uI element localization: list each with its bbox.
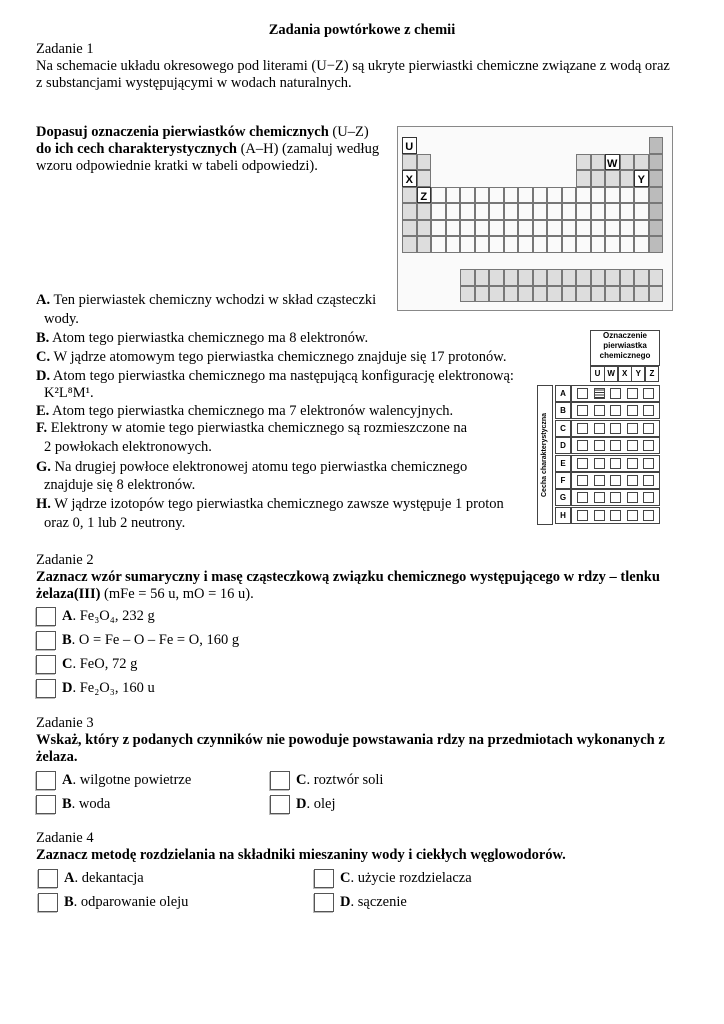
element-cell (475, 269, 490, 286)
element-cell (605, 203, 620, 220)
answer-checkbox-e-u[interactable] (577, 458, 588, 469)
element-cell (489, 220, 504, 237)
element-cell (402, 187, 417, 204)
element-cell (460, 236, 475, 253)
item-letter: C. (36, 349, 51, 365)
option-text: . woda (71, 796, 111, 812)
item-letter: D. (36, 368, 51, 384)
task1-instruction-line2 (36, 140, 379, 158)
answer-row-h: H (555, 507, 571, 524)
option-letter: C (340, 870, 351, 886)
task3-option-a[interactable] (36, 770, 191, 790)
task1-heading: Zadanie 1 (36, 41, 94, 57)
answer-side-label: Cecha charakterystyczna (537, 385, 553, 525)
element-cell (620, 236, 635, 253)
element-cell (591, 203, 606, 220)
answer-row-g: G (555, 489, 571, 506)
task4-option-b[interactable] (38, 892, 188, 912)
answer-checkbox-e-z[interactable] (643, 458, 654, 469)
item-text: W jądrze atomowym tego pierwiastka chemicznego znajduje się 17 protonów. (50, 349, 507, 365)
checkbox[interactable] (36, 679, 56, 698)
item-letter: B. (36, 330, 50, 346)
element-cell (504, 187, 519, 204)
element-cell (417, 170, 432, 187)
task4-heading: Zadanie 4 (36, 830, 94, 846)
answer-checkbox-f-w[interactable] (594, 475, 605, 486)
task3-option-c[interactable] (270, 770, 383, 790)
task1-instruction-line3: wzoru odpowiednie kratki w tabeli odpowiedzi). (36, 158, 318, 174)
answer-row-b: B (555, 402, 571, 419)
page-title: Zadania powtórkowe z chemii (268, 22, 456, 38)
checkbox[interactable] (36, 771, 56, 790)
task2-question-line2 (36, 585, 254, 603)
element-cell (460, 187, 475, 204)
answer-column-z: Z (644, 366, 659, 382)
answer-checkbox-g-w[interactable] (594, 492, 605, 503)
element-cell (562, 286, 577, 303)
option-text: . O = Fe – O – Fe = O, 160 g (71, 632, 240, 648)
element-cell (649, 203, 664, 220)
element-cell (591, 236, 606, 253)
answer-checkbox-g-x[interactable] (610, 492, 621, 503)
q-bold: żelaza(III) (36, 586, 101, 602)
element-cell (460, 269, 475, 286)
item-text: Atom tego pierwiastka chemicznego ma 7 elektronów walencyjnych. (49, 403, 454, 419)
option-text: . Fe₃O₄, 232 g (72, 608, 155, 624)
task4-question: Zaznacz metodę rozdzielania na składniki mieszaniny wody i ciekłych węglowodorów. (36, 847, 566, 863)
element-cell (547, 286, 562, 303)
item-f-cont: 2 powłokach elektronowych. (44, 439, 212, 455)
element-cell (620, 220, 635, 237)
answer-checkbox-a-y[interactable] (627, 388, 638, 399)
answer-checkbox-c-y[interactable] (627, 423, 638, 434)
element-cell (518, 203, 533, 220)
answer-row-d: D (555, 437, 571, 454)
element-cell (620, 203, 635, 220)
element-cell (576, 286, 591, 303)
task4-option-d[interactable] (314, 892, 407, 912)
option-text: . użycie rozdzielacza (350, 870, 472, 886)
element-cell (402, 236, 417, 253)
checkbox[interactable] (36, 631, 56, 650)
answer-checkbox-g-z[interactable] (643, 492, 654, 503)
element-cell (460, 220, 475, 237)
answer-column-x: X (617, 366, 632, 382)
answer-checkbox-a-w[interactable] (594, 388, 605, 399)
element-cell (634, 187, 649, 204)
task2-option-b[interactable] (36, 630, 239, 650)
checkbox[interactable] (38, 893, 58, 912)
task3-option-b[interactable] (36, 794, 110, 814)
hidden-element-y: Y (634, 170, 649, 187)
element-cell (605, 170, 620, 187)
element-cell (417, 154, 432, 171)
element-cell (576, 187, 591, 204)
option-text: . odparowanie oleju (73, 894, 189, 910)
element-cell (620, 286, 635, 303)
task1-intro-line1: Na schemacie układu okresowego pod literami (U−Z) są ukryte pierwiastki chemiczne związane z wodą oraz (36, 58, 670, 74)
element-cell (591, 269, 606, 286)
answer-checkbox-c-z[interactable] (643, 423, 654, 434)
answer-checkbox-b-u[interactable] (577, 405, 588, 416)
element-cell (489, 286, 504, 303)
instruction-bold-2: do ich cech charakterystycznych (36, 141, 237, 157)
element-cell (431, 220, 446, 237)
checkbox[interactable] (36, 607, 56, 626)
item-a (36, 291, 376, 309)
item-text: Ten pierwiastek chemiczny wchodzi w skład cząsteczki (50, 292, 377, 308)
element-cell (620, 170, 635, 187)
element-cell (562, 220, 577, 237)
answer-checkbox-g-y[interactable] (627, 492, 638, 503)
element-cell (605, 286, 620, 303)
answer-row-f: F (555, 472, 571, 489)
answer-checkbox-a-x[interactable] (610, 388, 621, 399)
element-cell (402, 220, 417, 237)
task2-question-line1: Zaznacz wzór sumaryczny i masę cząsteczkową związku chemicznego występującego w rdzy – tlenku (36, 569, 660, 585)
element-cell (504, 269, 519, 286)
hidden-element-z: Z (417, 187, 432, 204)
element-cell (649, 154, 664, 171)
instruction-bold-1: Dopasuj oznaczenia pierwiastków chemicznych (36, 124, 329, 140)
element-cell (518, 236, 533, 253)
item-g (36, 458, 467, 476)
answer-checkbox-h-z[interactable] (643, 510, 654, 521)
element-cell (605, 220, 620, 237)
option-letter: C (296, 772, 307, 788)
option-text: . olej (306, 796, 336, 812)
element-cell (576, 236, 591, 253)
option-letter: D (296, 796, 307, 812)
element-cell (446, 203, 461, 220)
item-letter: G. (36, 459, 51, 475)
element-cell (518, 187, 533, 204)
element-cell (562, 236, 577, 253)
element-cell (417, 236, 432, 253)
answer-checkbox-a-u[interactable] (577, 388, 588, 399)
element-cell (634, 220, 649, 237)
option-letter: A (64, 870, 75, 886)
element-cell (533, 236, 548, 253)
answer-checkbox-h-u[interactable] (577, 510, 588, 521)
item-text: W jądrze izotopów tego pierwiastka chemicznego zawsze występuje 1 proton (50, 496, 504, 512)
element-cell (431, 187, 446, 204)
element-cell (533, 269, 548, 286)
element-cell (533, 187, 548, 204)
option-text: . roztwór soli (306, 772, 384, 788)
instruction-rest-2: (A–H) (zamaluj według (236, 141, 380, 157)
item-text: Atom tego pierwiastka chemicznego ma następującą konfigurację elektronową: (50, 368, 514, 384)
element-cell (649, 187, 664, 204)
checkbox[interactable] (314, 893, 334, 912)
element-cell (634, 154, 649, 171)
item-text: Atom tego pierwiastka chemicznego ma 8 elektronów. (49, 330, 369, 346)
element-cell (547, 269, 562, 286)
checkbox[interactable] (36, 795, 56, 814)
checkbox[interactable] (38, 869, 58, 888)
checkbox[interactable] (270, 795, 290, 814)
task1-instruction-line1 (36, 123, 369, 141)
element-cell (547, 187, 562, 204)
answer-checkbox-b-x[interactable] (610, 405, 621, 416)
element-cell (547, 236, 562, 253)
answer-row-a: A (555, 385, 571, 402)
element-cell (504, 286, 519, 303)
answer-checkbox-b-z[interactable] (643, 405, 654, 416)
element-cell (417, 203, 432, 220)
element-cell (634, 286, 649, 303)
element-cell (533, 220, 548, 237)
item-d-cont: K²L⁸M¹. (44, 385, 94, 401)
answer-column-w: W (604, 366, 619, 382)
answer-checkbox-f-z[interactable] (643, 475, 654, 486)
element-cell (620, 269, 635, 286)
answer-checkbox-e-x[interactable] (610, 458, 621, 469)
item-g-cont: znajduje się 8 elektronów. (44, 477, 196, 493)
answer-checkbox-d-y[interactable] (627, 440, 638, 451)
item-e (36, 402, 453, 420)
element-cell (402, 154, 417, 171)
answer-table (537, 330, 659, 524)
answer-column-u: U (590, 366, 605, 382)
answer-checkbox-f-x[interactable] (610, 475, 621, 486)
option-letter: D (340, 894, 351, 910)
element-cell (605, 269, 620, 286)
answer-checkbox-g-u[interactable] (577, 492, 588, 503)
answer-checkbox-c-x[interactable] (610, 423, 621, 434)
element-cell (605, 236, 620, 253)
hidden-element-u: U (402, 137, 417, 154)
instruction-rest-1: (U–Z) (328, 124, 369, 140)
answer-checkbox-d-w[interactable] (594, 440, 605, 451)
element-cell (576, 269, 591, 286)
option-text: . Fe₂O₃, 160 u (72, 680, 155, 696)
answer-checkbox-d-z[interactable] (643, 440, 654, 451)
element-cell (475, 220, 490, 237)
element-cell (605, 187, 620, 204)
answer-checkbox-c-w[interactable] (594, 423, 605, 434)
element-cell (634, 203, 649, 220)
option-letter: B (64, 894, 74, 910)
option-text: . sączenie (350, 894, 407, 910)
element-cell (475, 187, 490, 204)
answer-checkbox-d-u[interactable] (577, 440, 588, 451)
element-cell (460, 286, 475, 303)
item-h (36, 495, 504, 513)
element-cell (576, 154, 591, 171)
element-cell (562, 269, 577, 286)
task3-option-d[interactable] (270, 794, 335, 814)
element-cell (634, 236, 649, 253)
element-cell (489, 203, 504, 220)
element-cell (562, 187, 577, 204)
item-text: Na drugiej powłoce elektronowej atomu tego pierwiastka chemicznego (50, 459, 468, 475)
element-cell (649, 137, 664, 154)
element-cell (547, 203, 562, 220)
element-cell (518, 269, 533, 286)
hidden-element-w: W (605, 154, 620, 171)
option-letter: C (62, 656, 73, 672)
element-cell (649, 269, 664, 286)
element-cell (591, 286, 606, 303)
answer-checkbox-a-z[interactable] (643, 388, 654, 399)
task2-option-a[interactable] (36, 606, 155, 626)
element-cell (431, 203, 446, 220)
element-cell (489, 236, 504, 253)
element-cell (591, 170, 606, 187)
option-letter: B (62, 796, 72, 812)
element-cell (446, 187, 461, 204)
element-cell (475, 203, 490, 220)
option-text: . FeO, 72 g (72, 656, 138, 672)
item-letter: F. (36, 420, 48, 436)
element-cell (533, 286, 548, 303)
answer-checkbox-d-x[interactable] (610, 440, 621, 451)
task4-option-a[interactable] (38, 868, 144, 888)
task2-option-d[interactable] (36, 678, 155, 698)
answer-checkbox-h-w[interactable] (594, 510, 605, 521)
item-f (36, 419, 467, 437)
answer-row-e: E (555, 455, 571, 472)
hidden-element-x: X (402, 170, 417, 187)
item-letter: A. (36, 292, 51, 308)
element-cell (402, 203, 417, 220)
task4-option-c[interactable] (314, 868, 472, 888)
element-cell (576, 220, 591, 237)
element-cell (649, 170, 664, 187)
element-cell (649, 236, 664, 253)
answer-checkbox-h-x[interactable] (610, 510, 621, 521)
element-cell (576, 203, 591, 220)
task3-question-line2: żelaza. (36, 749, 78, 765)
item-d (36, 367, 514, 385)
element-cell (489, 269, 504, 286)
element-cell (431, 236, 446, 253)
option-text: . wilgotne powietrze (72, 772, 192, 788)
element-cell (620, 154, 635, 171)
option-letter: A (62, 608, 73, 624)
item-text: Elektrony w atomie tego pierwiastka chemicznego są rozmieszczone na (47, 420, 468, 436)
answer-checkbox-e-w[interactable] (594, 458, 605, 469)
task3-heading: Zadanie 3 (36, 715, 94, 731)
element-cell (562, 203, 577, 220)
element-cell (533, 203, 548, 220)
q-rest: (mFe = 56 u, mO = 16 u). (100, 586, 254, 602)
element-cell (634, 269, 649, 286)
answer-column-y: Y (631, 366, 646, 382)
item-b (36, 329, 368, 347)
element-cell (489, 187, 504, 204)
checkbox[interactable] (314, 869, 334, 888)
answer-row-c: C (555, 420, 571, 437)
checkbox[interactable] (270, 771, 290, 790)
checkbox[interactable] (36, 655, 56, 674)
element-cell (475, 236, 490, 253)
element-cell (518, 220, 533, 237)
task3-question-line1: Wskaż, który z podanych czynników nie powoduje powstawania rdzy na przedmiotach wykonanych z (36, 732, 665, 748)
option-text: . dekantacja (74, 870, 144, 886)
element-cell (591, 187, 606, 204)
answer-checkbox-f-u[interactable] (577, 475, 588, 486)
element-cell (649, 220, 664, 237)
answer-table-header: Oznaczenie pierwiastka chemicznego (590, 330, 660, 366)
element-cell (417, 220, 432, 237)
element-cell (504, 220, 519, 237)
element-cell (649, 286, 664, 303)
answer-checkbox-c-u[interactable] (577, 423, 588, 434)
answer-checkbox-b-w[interactable] (594, 405, 605, 416)
element-cell (504, 236, 519, 253)
element-cell (518, 286, 533, 303)
element-cell (620, 187, 635, 204)
element-cell (460, 203, 475, 220)
task2-option-c[interactable] (36, 654, 137, 674)
answer-checkbox-b-y[interactable] (627, 405, 638, 416)
element-cell (446, 236, 461, 253)
option-letter: A (62, 772, 73, 788)
item-letter: E. (36, 403, 50, 419)
element-cell (446, 220, 461, 237)
element-cell (475, 286, 490, 303)
answer-checkbox-e-y[interactable] (627, 458, 638, 469)
element-cell (591, 154, 606, 171)
item-a-cont: wody. (44, 311, 79, 327)
answer-checkbox-h-y[interactable] (627, 510, 638, 521)
periodic-table-diagram (397, 126, 673, 311)
task1-intro-line2: z substancjami występującymi w wodach naturalnych. (36, 75, 352, 91)
task2-heading: Zadanie 2 (36, 552, 94, 568)
item-c (36, 348, 506, 366)
item-letter: H. (36, 496, 51, 512)
element-cell (591, 220, 606, 237)
answer-checkbox-f-y[interactable] (627, 475, 638, 486)
element-cell (576, 170, 591, 187)
option-letter: D (62, 680, 73, 696)
item-h-cont: oraz 0, 1 lub 2 neutrony. (44, 515, 186, 531)
element-cell (547, 220, 562, 237)
element-cell (504, 203, 519, 220)
option-letter: B (62, 632, 72, 648)
